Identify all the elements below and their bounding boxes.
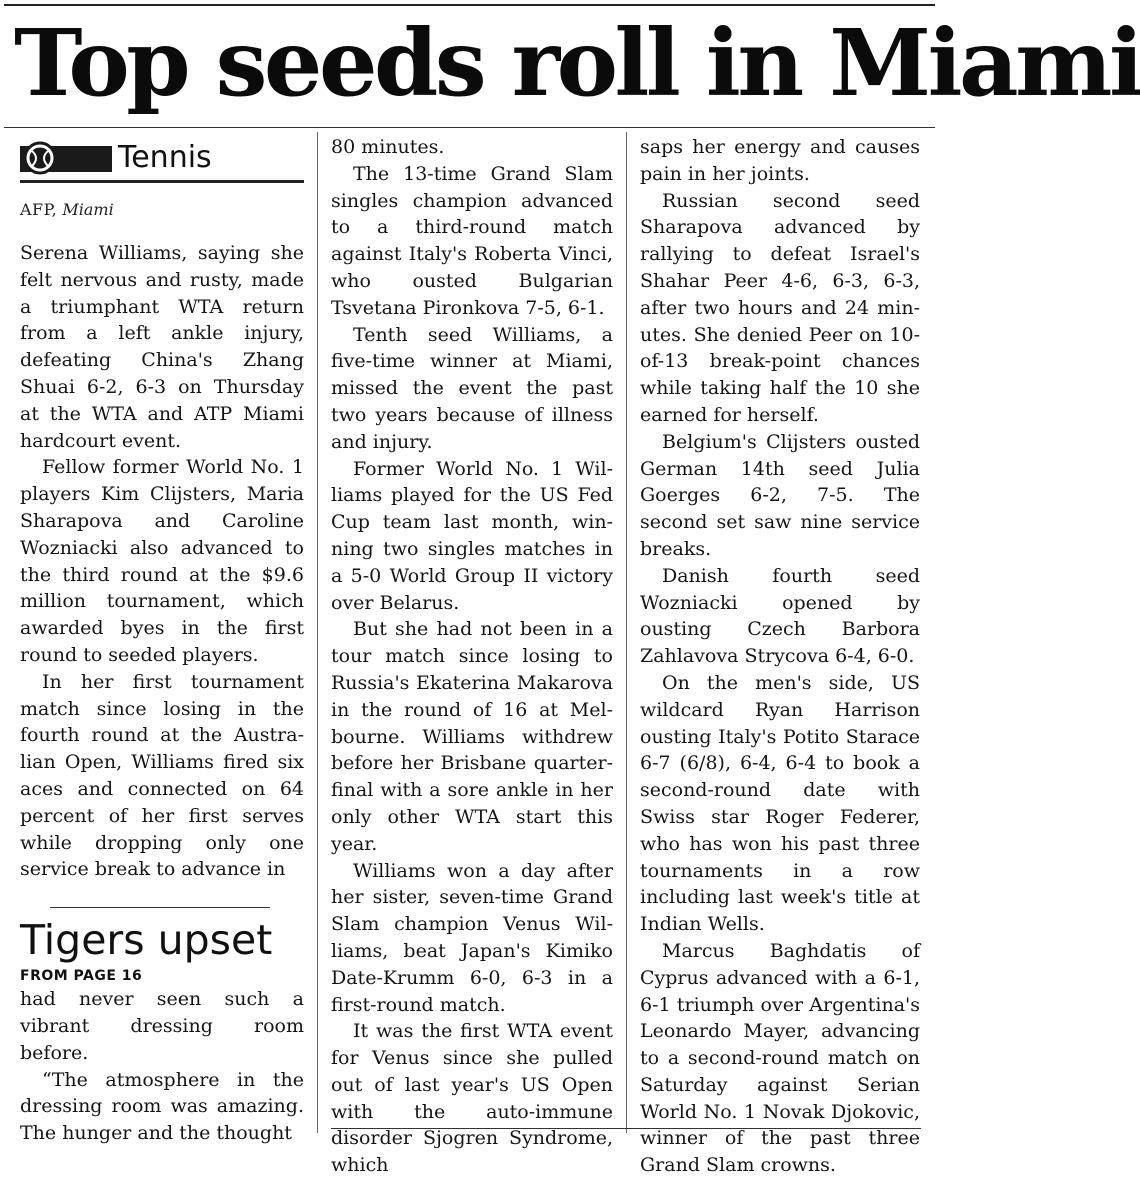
top-rule (4, 4, 935, 6)
headline-rule (4, 127, 935, 128)
column-3 (640, 134, 920, 1177)
byline-agency: AFP, (20, 200, 58, 219)
section-title: Tennis (118, 140, 212, 175)
column-1 (20, 134, 304, 1145)
section-header (20, 134, 304, 186)
second-story-headline: Tigers upset (20, 916, 273, 965)
column-2 (331, 134, 613, 1177)
paragraph: Russian second seed Sharapova advanced by rallying to defeat Israel's Shahar Peer 4-6, 6-3, 6-3, after two hours and 24 minutes. She denied Peer on 10-of-13 break-point chances while taking half the 10 she earned for herself. (640, 189, 920, 426)
byline-city: Miami (62, 200, 114, 219)
paragraph: Belgium's Clijsters ousted German 14th seed Julia Goerges 6-2, 7-5. The second set saw nine service breaks. (640, 430, 920, 560)
paragraph: Fellow former World No. 1 players Kim Clijsters, Maria Sharapova and Caroline Wozniacki also advanced to the third round at the $9.6 million tournament, which awarded byes in the first round to seeded players. (20, 456, 304, 666)
paragraph: Tenth seed Williams, a five-time winner at Miami, missed the event the past two years because of illness and injury. (331, 323, 613, 453)
paragraph: Former World No. 1 Williams played for the US Fed Cup team last month, winning two singles matches in a 5-0 World Group II victory over Belarus. (331, 457, 613, 614)
bottom-rule (331, 1128, 921, 1129)
paragraph: The 13-time Grand Slam singles champion advanced to a third-round match against Italy's Roberta Vinci, who ousted Bulgarian Tsvetana Pironkova 7-5, 6-1. (331, 162, 613, 319)
story-divider (50, 907, 270, 908)
column-rule (626, 132, 627, 1133)
tennis-ball-icon (20, 142, 112, 174)
byline (20, 200, 304, 220)
paragraph: had never seen such a vibrant dressing room before. (20, 988, 304, 1064)
paragraph: 80 minutes. (331, 136, 445, 158)
headline: Top seeds roll in Miami (14, 9, 1140, 117)
paragraph: “The atmosphere in the dressing room was amazing. The hunger and the thought (20, 1068, 304, 1145)
column-rule (317, 132, 318, 1133)
section-underline (20, 180, 304, 183)
paragraph: Williams won a day after her sister, seven-time Grand Slam champion Venus Williams, beat Japan's Kimiko Date-Krumm 6-0, 6-3 in a first-round match. (331, 859, 613, 1016)
paragraph: But she had not been in a tour match since losing to Russia's Ekaterina Makarova in the round of 16 at Melbourne. Williams withdrew before her Brisbane quarterfinal with a sore ankle in her only other WTA start this year. (331, 618, 613, 855)
paragraph: Marcus Baghdatis of Cyprus advanced with a 6-1, 6-1 triumph over Argentina's Leonardo Mayer, advancing to a second-round match on Saturday against Serian World No. 1 Novak Djokovic, winner of the past three Grand Slam crowns. (640, 939, 920, 1177)
paragraph: On the men's side, US wildcard Ryan Harrison ousting Italy's Potito Starace 6-7 (6/8), 6-4, 6-4 to book a second-round date with Swiss star Roger Federer, who has won his past three tournaments in a row including last week's title at Indian Wells. (640, 671, 920, 936)
paragraph: Serena Williams, saying she felt nervous and rusty, made a triumphant WTA return from a left ankle injury, defeating China's Zhang Shuai 6-2, 6-3 on Thursday at the WTA and ATP Miami hardcourt event. (20, 242, 304, 452)
paragraph: It was the first WTA event for Venus since she pulled out of last year's US Open with the auto-immune disorder Sjogren Syndrome, which (331, 1020, 613, 1177)
paragraph: Danish fourth seed Wozniacki opened by ousting Czech Barbora Zahlavova Strycova 6-4, 6-0. (640, 564, 920, 668)
paragraph: saps her energy and causes pain in her joints. (640, 136, 920, 185)
jump-line: FROM PAGE 16 (20, 968, 143, 985)
paragraph: In her first tournament match since losing in the fourth round at the Australian Open, Williams fired six aces and connected on 64 percent of her first serves while dropping only one service break to advance in (20, 670, 304, 881)
